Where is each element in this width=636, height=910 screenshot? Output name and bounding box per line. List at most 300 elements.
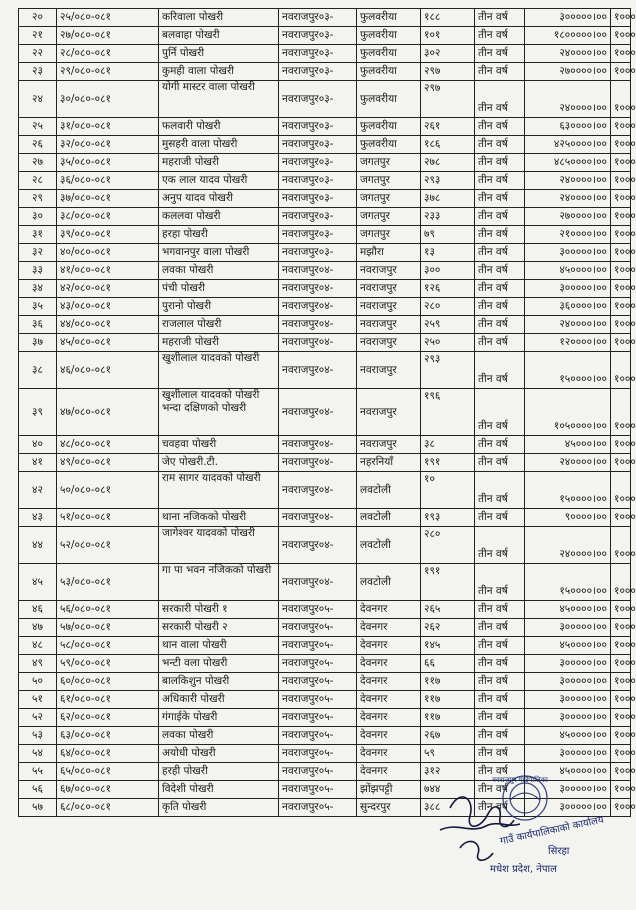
table-row — [19, 655, 631, 673]
lease-duration-cell: तीन वर्ष — [475, 63, 525, 81]
lease-duration-cell: तीन वर्ष — [475, 190, 525, 208]
serial-number-cell: ३९ — [19, 389, 57, 436]
table-row — [19, 316, 631, 334]
lease-amount-cell: ३०००००।०० — [525, 244, 611, 262]
plot-number-cell: १८६ — [421, 136, 475, 154]
table-body — [19, 9, 636, 817]
ward-cell: नवराजपुर०५- — [279, 601, 357, 619]
table-row — [19, 190, 631, 208]
table-row — [19, 673, 631, 691]
pond-name-cell: विदेशी पोखरी — [159, 781, 279, 799]
table-row — [19, 637, 631, 655]
pond-name-cell: एक लाल यादव पोखरी — [159, 172, 279, 190]
plot-number-cell: २९३ — [421, 172, 475, 190]
lease-duration-cell: तीन वर्ष — [475, 280, 525, 298]
serial-number-cell: ४४ — [19, 527, 57, 564]
lease-amount-cell: ३०००००।०० — [525, 745, 611, 763]
lease-amount-cell: १५००००।०० — [525, 564, 611, 601]
table-row — [19, 619, 631, 637]
registration-number-cell: ४३/०८०-०८१ — [57, 298, 159, 316]
serial-number-cell: २९ — [19, 190, 57, 208]
lease-amount-cell: ९००००।०० — [525, 509, 611, 527]
ward-cell: नवराजपुर०५- — [279, 709, 357, 727]
fee-cell: १००० — [611, 154, 631, 172]
serial-number-cell: ४७ — [19, 619, 57, 637]
lease-amount-cell: ३०००००।०० — [525, 799, 611, 817]
registration-number-cell: ३२/०८०-०८१ — [57, 136, 159, 154]
pond-name-cell: महराजी पोखरी — [159, 334, 279, 352]
registration-number-cell: ६०/०८०-०८१ — [57, 673, 159, 691]
office-seal-and-signature — [430, 770, 620, 880]
table-row — [19, 472, 631, 509]
serial-number-cell: ४२ — [19, 472, 57, 509]
lease-duration-cell: तीन वर्ष — [475, 472, 525, 509]
table-row — [19, 564, 631, 601]
village-cell: लवटोली — [357, 509, 421, 527]
serial-number-cell: ५२ — [19, 709, 57, 727]
plot-number-cell: ५९ — [421, 745, 475, 763]
registration-number-cell: २७/०८०-०८१ — [57, 27, 159, 45]
registration-number-cell: ३७/०८०-०८१ — [57, 190, 159, 208]
lease-amount-cell: २४००००।०० — [525, 454, 611, 472]
fee-cell: १००० — [611, 799, 631, 817]
fee-cell: १००० — [611, 172, 631, 190]
table-row — [19, 9, 631, 27]
fee-cell: १००० — [611, 298, 631, 316]
table-row — [19, 334, 631, 352]
registration-number-cell: ५०/०८०-०८१ — [57, 472, 159, 509]
plot-number-cell: १०१ — [421, 27, 475, 45]
pond-name-cell: हरहा पोखरी — [159, 226, 279, 244]
pond-name-cell: हरही पोखरी — [159, 763, 279, 781]
fee-cell: १००० — [611, 691, 631, 709]
ward-cell: नवराजपुर०५- — [279, 637, 357, 655]
ward-cell: नवराजपुर०४- — [279, 389, 357, 436]
table-row — [19, 136, 631, 154]
lease-duration-cell: तीन वर्ष — [475, 601, 525, 619]
fee-cell: १००० — [611, 316, 631, 334]
fee-cell: १००० — [611, 509, 631, 527]
village-cell: देवनगर — [357, 709, 421, 727]
village-cell: देवनगर — [357, 745, 421, 763]
lease-duration-cell: तीन वर्ष — [475, 334, 525, 352]
village-cell: नवराजपुर — [357, 262, 421, 280]
registration-number-cell: ३१/०८०-०८१ — [57, 118, 159, 136]
fee-cell: १००० — [611, 454, 631, 472]
village-cell: नवराजपुर — [357, 436, 421, 454]
serial-number-cell: २८ — [19, 172, 57, 190]
registration-number-cell: २९/०८०-०८१ — [57, 63, 159, 81]
pond-name-cell: महराजी पोखरी — [159, 154, 279, 172]
ward-cell: नवराजपुर०३- — [279, 81, 357, 118]
pond-name-cell: खुशीलाल यादवको पोखरी — [159, 352, 279, 389]
table-row — [19, 280, 631, 298]
lease-duration-cell: तीन वर्ष — [475, 727, 525, 745]
village-cell: फुलवरीया — [357, 81, 421, 118]
fee-cell: १००० — [611, 436, 631, 454]
plot-number-cell: २६५ — [421, 601, 475, 619]
serial-number-cell: ३४ — [19, 280, 57, 298]
ward-cell: नवराजपुर०५- — [279, 727, 357, 745]
lease-amount-cell: ४५००००।०० — [525, 727, 611, 745]
plot-number-cell: ३०२ — [421, 45, 475, 63]
pond-name-cell: बालकिशुन पोखरी — [159, 673, 279, 691]
pond-name-cell: भगवानपुर वाला पोखरी — [159, 244, 279, 262]
serial-number-cell: २३ — [19, 63, 57, 81]
pond-name-cell: अयोधी पोखरी — [159, 745, 279, 763]
lease-amount-cell: ६३००००।०० — [525, 118, 611, 136]
fee-cell: १००० — [611, 389, 631, 436]
lease-duration-cell: तीन वर्ष — [475, 691, 525, 709]
fee-cell: १००० — [611, 727, 631, 745]
serial-number-cell: ४९ — [19, 655, 57, 673]
serial-number-cell: २६ — [19, 136, 57, 154]
village-cell: नवराजपुर — [357, 352, 421, 389]
plot-number-cell: ६६ — [421, 655, 475, 673]
table-row — [19, 118, 631, 136]
fee-cell: १००० — [611, 45, 631, 63]
registration-number-cell: ३६/०८०-०८१ — [57, 172, 159, 190]
plot-number-cell: १९६ — [421, 389, 475, 436]
fee-cell: १००० — [611, 262, 631, 280]
lease-amount-cell: १८०००००।०० — [525, 27, 611, 45]
plot-number-cell: २६१ — [421, 118, 475, 136]
plot-number-cell: २९७ — [421, 81, 475, 118]
plot-number-cell: १९३ — [421, 509, 475, 527]
lease-amount-cell: ४५००००।०० — [525, 763, 611, 781]
ward-cell: नवराजपुर०३- — [279, 45, 357, 63]
table-row — [19, 436, 631, 454]
table-row — [19, 745, 631, 763]
serial-number-cell: ५१ — [19, 691, 57, 709]
lease-duration-cell: तीन वर्ष — [475, 509, 525, 527]
registration-number-cell: ४४/०८०-०८१ — [57, 316, 159, 334]
ward-cell: नवराजपुर०४- — [279, 436, 357, 454]
lease-amount-cell: ४८५००००।०० — [525, 154, 611, 172]
registration-number-cell: ४६/०८०-०८१ — [57, 352, 159, 389]
pond-lease-table-sheet — [18, 8, 636, 817]
registration-number-cell: २८/०८०-०८१ — [57, 45, 159, 63]
lease-amount-cell: ४५००००।०० — [525, 637, 611, 655]
fee-cell: १००० — [611, 763, 631, 781]
village-cell: देवनगर — [357, 637, 421, 655]
village-cell: देवनगर — [357, 763, 421, 781]
pond-name-cell: लवका पोखरी — [159, 262, 279, 280]
pond-name-cell: गा पा भवन नजिकको पोखरी — [159, 564, 279, 601]
registration-number-cell: ६४/०८०-०८१ — [57, 745, 159, 763]
plot-number-cell: ३७८ — [421, 190, 475, 208]
lease-duration-cell: तीन वर्ष — [475, 316, 525, 334]
pond-name-cell: पुर्नि पोखरी — [159, 45, 279, 63]
stamp-line3: मधेश प्रदेश, नेपाल — [490, 864, 557, 875]
lease-amount-cell: २१००००।०० — [525, 226, 611, 244]
table-row — [19, 154, 631, 172]
ward-cell: नवराजपुर०५- — [279, 763, 357, 781]
fee-cell: १००० — [611, 472, 631, 509]
serial-number-cell: ५६ — [19, 781, 57, 799]
table-row — [19, 454, 631, 472]
village-cell: देवनगर — [357, 673, 421, 691]
table-row — [19, 727, 631, 745]
lease-duration-cell: तीन वर्ष — [475, 564, 525, 601]
ward-cell: नवराजपुर०३- — [279, 226, 357, 244]
pond-name-cell: खुशीलाल यादवको पोखरी भन्दा दक्षिणको पोखरी — [159, 389, 279, 436]
plot-number-cell: २६७ — [421, 727, 475, 745]
pond-name-cell: सरकारी पोखरी १ — [159, 601, 279, 619]
registration-number-cell: ६७/०८०-०८१ — [57, 781, 159, 799]
lease-duration-cell: तीन वर्ष — [475, 9, 525, 27]
lease-duration-cell: तीन वर्ष — [475, 745, 525, 763]
village-cell: जगतपुर — [357, 154, 421, 172]
lease-duration-cell: तीन वर्ष — [475, 781, 525, 799]
village-cell: नवराजपुर — [357, 298, 421, 316]
lease-amount-cell: २४००००।०० — [525, 172, 611, 190]
village-cell: सुन्दरपुर — [357, 799, 421, 817]
serial-number-cell: ३५ — [19, 298, 57, 316]
lease-duration-cell: तीन वर्ष — [475, 454, 525, 472]
village-cell: लवटोली — [357, 564, 421, 601]
lease-amount-cell: ३०००००।०० — [525, 781, 611, 799]
registration-number-cell: ६२/०८०-०८१ — [57, 709, 159, 727]
ward-cell: नवराजपुर०५- — [279, 745, 357, 763]
table-row — [19, 601, 631, 619]
ward-cell: नवराजपुर०४- — [279, 564, 357, 601]
serial-number-cell: ४० — [19, 436, 57, 454]
ward-cell: नवराजपुर०४- — [279, 352, 357, 389]
fee-cell: १००० — [611, 63, 631, 81]
lease-duration-cell: तीन वर्ष — [475, 619, 525, 637]
ward-cell: नवराजपुर०४- — [279, 527, 357, 564]
plot-number-cell: ११७ — [421, 691, 475, 709]
table-row — [19, 244, 631, 262]
registration-number-cell: ३८/०८०-०८१ — [57, 208, 159, 226]
fee-cell: १००० — [611, 334, 631, 352]
lease-duration-cell: तीन वर्ष — [475, 709, 525, 727]
plot-number-cell: २८० — [421, 527, 475, 564]
fee-cell: १००० — [611, 564, 631, 601]
serial-number-cell: ३८ — [19, 352, 57, 389]
village-cell: जगतपुर — [357, 172, 421, 190]
plot-number-cell: ११७ — [421, 709, 475, 727]
village-cell: नवराजपुर — [357, 389, 421, 436]
village-cell: फुलवरीया — [357, 45, 421, 63]
pond-name-cell: राम सागर यादवको पोखरी — [159, 472, 279, 509]
plot-number-cell: १३ — [421, 244, 475, 262]
lease-duration-cell: तीन वर्ष — [475, 389, 525, 436]
registration-number-cell: ५९/०८०-०८१ — [57, 655, 159, 673]
plot-number-cell: १९१ — [421, 454, 475, 472]
serial-number-cell: २० — [19, 9, 57, 27]
fee-cell: १००० — [611, 781, 631, 799]
ward-cell: नवराजपुर०३- — [279, 9, 357, 27]
village-cell: देवनगर — [357, 691, 421, 709]
table-row — [19, 709, 631, 727]
ward-cell: नवराजपुर०३- — [279, 172, 357, 190]
lease-duration-cell: तीन वर्ष — [475, 262, 525, 280]
plot-number-cell: २९७ — [421, 63, 475, 81]
registration-number-cell: ५३/०८०-०८१ — [57, 564, 159, 601]
lease-amount-cell: २७००००।०० — [525, 208, 611, 226]
registration-number-cell: ६५/०८०-०८१ — [57, 763, 159, 781]
pond-name-cell: पुरानो पोखरी — [159, 298, 279, 316]
serial-number-cell: ५५ — [19, 763, 57, 781]
plot-number-cell: २८० — [421, 298, 475, 316]
lease-amount-cell: १५००००।०० — [525, 352, 611, 389]
plot-number-cell: ३१२ — [421, 763, 475, 781]
table-row — [19, 509, 631, 527]
lease-duration-cell: तीन वर्ष — [475, 799, 525, 817]
table-row — [19, 81, 631, 118]
lease-duration-cell: तीन वर्ष — [475, 45, 525, 63]
pond-name-cell: जागेश्वर यादवको पोखरी — [159, 527, 279, 564]
village-cell: जगतपुर — [357, 208, 421, 226]
registration-number-cell: ३५/०८०-०८१ — [57, 154, 159, 172]
serial-number-cell: ५४ — [19, 745, 57, 763]
fee-cell: १००० — [611, 244, 631, 262]
registration-number-cell: ४१/०८०-०८१ — [57, 262, 159, 280]
serial-number-cell: ५० — [19, 673, 57, 691]
ward-cell: नवराजपुर०४- — [279, 316, 357, 334]
ward-cell: नवराजपुर०३- — [279, 244, 357, 262]
lease-amount-cell: ३०००००।०० — [525, 619, 611, 637]
village-cell: मझौरा — [357, 244, 421, 262]
table-row — [19, 208, 631, 226]
plot-number-cell: २३३ — [421, 208, 475, 226]
plot-number-cell: २५९ — [421, 316, 475, 334]
lease-amount-cell: ३०००००।०० — [525, 709, 611, 727]
registration-number-cell: ४८/०८०-०८१ — [57, 436, 159, 454]
pond-name-cell: चवहवा पोखरी — [159, 436, 279, 454]
pond-lease-table — [18, 8, 636, 817]
fee-cell: १००० — [611, 226, 631, 244]
serial-number-cell: २४ — [19, 81, 57, 118]
serial-number-cell: २२ — [19, 45, 57, 63]
lease-amount-cell: ३०००००।०० — [525, 9, 611, 27]
pond-name-cell: मुसहरी वाला पोखरी — [159, 136, 279, 154]
lease-duration-cell: तीन वर्ष — [475, 226, 525, 244]
pond-name-cell: योगी मास्टर वाला पोखरी — [159, 81, 279, 118]
lease-duration-cell: तीन वर्ष — [475, 637, 525, 655]
stamp-line1: गाउँ कार्यपालिकाको कार्यालय — [499, 814, 605, 848]
pond-name-cell: बलवाहा पोखरी — [159, 27, 279, 45]
registration-number-cell: ५८/०८०-०८१ — [57, 637, 159, 655]
stamp-line2: सिरहा — [548, 846, 570, 857]
fee-cell: १००० — [611, 655, 631, 673]
ward-cell: नवराजपुर०५- — [279, 673, 357, 691]
village-cell: फुलवरीया — [357, 9, 421, 27]
lease-amount-cell: २४००००।०० — [525, 316, 611, 334]
pond-name-cell: अधिकारी पोखरी — [159, 691, 279, 709]
plot-number-cell: १८८ — [421, 9, 475, 27]
ward-cell: नवराजपुर०३- — [279, 118, 357, 136]
village-cell: फुलवरीया — [357, 136, 421, 154]
ward-cell: नवराजपुर०५- — [279, 691, 357, 709]
plot-number-cell: २७८ — [421, 154, 475, 172]
lease-duration-cell: तीन वर्ष — [475, 208, 525, 226]
table-row — [19, 45, 631, 63]
lease-amount-cell: १५००००।०० — [525, 472, 611, 509]
pond-name-cell: कृति पोखरी — [159, 799, 279, 817]
pond-name-cell: भन्टी वला पोखरी — [159, 655, 279, 673]
fee-cell: १००० — [611, 673, 631, 691]
lease-duration-cell: तीन वर्ष — [475, 298, 525, 316]
village-cell: फुलवरीया — [357, 27, 421, 45]
lease-amount-cell: २४००००।०० — [525, 81, 611, 118]
registration-number-cell: ५६/०८०-०८१ — [57, 601, 159, 619]
ward-cell: नवराजपुर०३- — [279, 154, 357, 172]
serial-number-cell: ४१ — [19, 454, 57, 472]
table-row — [19, 298, 631, 316]
pond-name-cell: जेए पोखरी.टी. — [159, 454, 279, 472]
registration-number-cell: ४९/०८०-०८१ — [57, 454, 159, 472]
lease-amount-cell: २४००००।०० — [525, 45, 611, 63]
village-cell: नहरनियाँ — [357, 454, 421, 472]
lease-duration-cell: तीन वर्ष — [475, 81, 525, 118]
serial-number-cell: ४३ — [19, 509, 57, 527]
ward-cell: नवराजपुर०४- — [279, 298, 357, 316]
lease-amount-cell: ४५०००।०० — [525, 436, 611, 454]
village-cell: नवराजपुर — [357, 334, 421, 352]
table-row — [19, 27, 631, 45]
lease-duration-cell: तीन वर्ष — [475, 172, 525, 190]
lease-amount-cell: ३६००००।०० — [525, 298, 611, 316]
lease-amount-cell: ३०००००।०० — [525, 691, 611, 709]
pond-name-cell: करिवाला पोखरी — [159, 9, 279, 27]
ward-cell: नवराजपुर०४- — [279, 454, 357, 472]
plot-number-cell: ३८८ — [421, 799, 475, 817]
registration-number-cell: ५२/०८०-०८१ — [57, 527, 159, 564]
plot-number-cell: ११७ — [421, 673, 475, 691]
lease-duration-cell: तीन वर्ष — [475, 136, 525, 154]
plot-number-cell: १९१ — [421, 564, 475, 601]
lease-duration-cell: तीन वर्ष — [475, 154, 525, 172]
village-cell: नवराजपुर — [357, 316, 421, 334]
fee-cell: १००० — [611, 280, 631, 298]
village-cell: जगतपुर — [357, 190, 421, 208]
fee-cell: १००० — [611, 81, 631, 118]
plot-number-cell: ७४४ — [421, 781, 475, 799]
table-row — [19, 389, 631, 436]
ward-cell: नवराजपुर०३- — [279, 27, 357, 45]
serial-number-cell: २१ — [19, 27, 57, 45]
registration-number-cell: ४७/०८०-०८१ — [57, 389, 159, 436]
fee-cell: १००० — [611, 601, 631, 619]
village-cell: झोंझपट्टी — [357, 781, 421, 799]
plot-number-cell: १२६ — [421, 280, 475, 298]
lease-duration-cell: तीन वर्ष — [475, 244, 525, 262]
table-row — [19, 226, 631, 244]
table-row — [19, 262, 631, 280]
lease-duration-cell: तीन वर्ष — [475, 27, 525, 45]
fee-cell: १००० — [611, 9, 631, 27]
village-cell: फुलवरीया — [357, 118, 421, 136]
lease-amount-cell: ३०००००।०० — [525, 655, 611, 673]
plot-number-cell: १० — [421, 472, 475, 509]
lease-duration-cell: तीन वर्ष — [475, 763, 525, 781]
table-row — [19, 352, 631, 389]
table-row — [19, 172, 631, 190]
serial-number-cell: ३० — [19, 208, 57, 226]
table-row — [19, 691, 631, 709]
pond-name-cell: सरकारी पोखरी २ — [159, 619, 279, 637]
lease-amount-cell: २४००००।०० — [525, 527, 611, 564]
plot-number-cell: ७९ — [421, 226, 475, 244]
ward-cell: नवराजपुर०५- — [279, 781, 357, 799]
lease-duration-cell: तीन वर्ष — [475, 118, 525, 136]
serial-number-cell: ४५ — [19, 564, 57, 601]
lease-amount-cell: २४००००।०० — [525, 190, 611, 208]
serial-number-cell: ३१ — [19, 226, 57, 244]
